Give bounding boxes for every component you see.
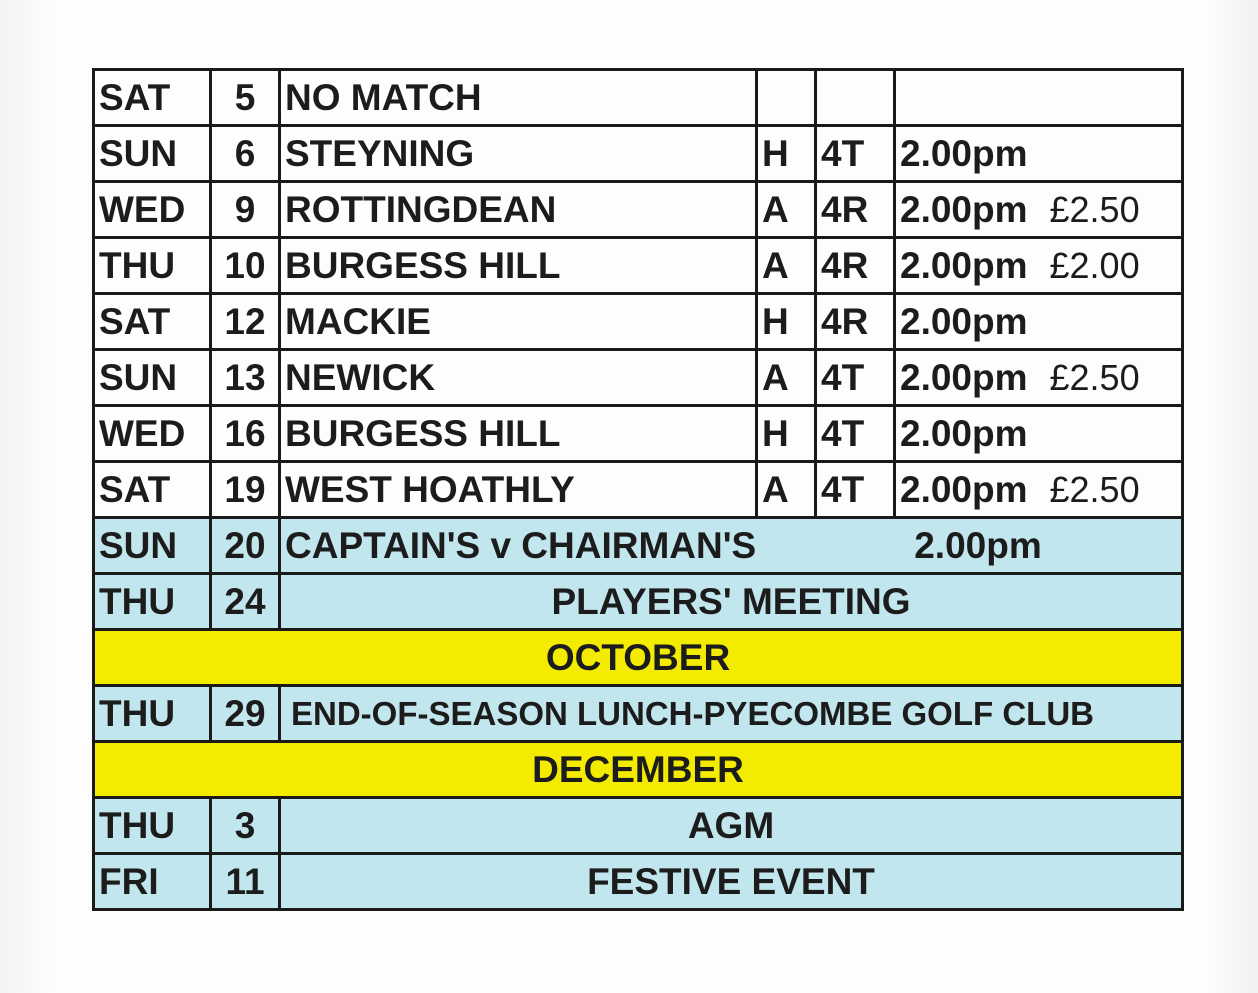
time-text: 2.00pm	[900, 133, 1028, 174]
venue-cell: H	[757, 406, 816, 462]
time-text: 2.00pm	[900, 357, 1028, 398]
time-text: 2.00pm	[900, 301, 1028, 342]
time-text: 2.00pm	[900, 413, 1028, 454]
day-cell: THU	[94, 574, 211, 630]
event-time: 2.00pm	[914, 525, 1042, 566]
day-cell: SAT	[94, 462, 211, 518]
time-cell	[895, 126, 1183, 182]
venue-cell: A	[757, 238, 816, 294]
fixture-row	[94, 406, 1183, 462]
opponent-cell: BURGESS HILL	[280, 238, 757, 294]
date-cell: 29	[211, 686, 280, 742]
fee-text: £2.50	[1049, 469, 1140, 510]
fixture-row	[94, 70, 1183, 126]
team-cell	[816, 70, 895, 126]
event-title: END-OF-SEASON LUNCH-PYECOMBE GOLF CLUB	[280, 686, 1183, 742]
venue-cell	[757, 70, 816, 126]
day-cell: THU	[94, 238, 211, 294]
fee-text: £2.00	[1049, 245, 1140, 286]
month-header-row	[94, 742, 1183, 798]
date-cell: 16	[211, 406, 280, 462]
day-cell: SAT	[94, 294, 211, 350]
fixture-row	[94, 238, 1183, 294]
venue-cell: A	[757, 350, 816, 406]
team-cell: 4R	[816, 182, 895, 238]
venue-cell: H	[757, 126, 816, 182]
venue-cell: H	[757, 294, 816, 350]
team-cell: 4R	[816, 294, 895, 350]
date-cell: 20	[211, 518, 280, 574]
event-title: FESTIVE EVENT	[280, 854, 1183, 910]
time-text: 2.00pm	[900, 245, 1028, 286]
date-cell: 13	[211, 350, 280, 406]
team-cell: 4R	[816, 238, 895, 294]
fixtures-table	[92, 68, 1184, 911]
fee-text: £2.50	[1049, 357, 1140, 398]
event-title: PLAYERS' MEETING	[280, 574, 1183, 630]
time-cell	[895, 406, 1183, 462]
time-text: 2.00pm	[900, 469, 1028, 510]
date-cell: 5	[211, 70, 280, 126]
opponent-cell: NO MATCH	[280, 70, 757, 126]
captains-match-row	[94, 518, 1183, 574]
date-cell: 19	[211, 462, 280, 518]
event-title: CAPTAIN'S v CHAIRMAN'S	[285, 525, 757, 566]
day-cell: THU	[94, 798, 211, 854]
team-cell: 4T	[816, 126, 895, 182]
day-cell: WED	[94, 406, 211, 462]
opponent-cell: ROTTINGDEAN	[280, 182, 757, 238]
opponent-cell: BURGESS HILL	[280, 406, 757, 462]
time-cell	[895, 462, 1183, 518]
venue-cell: A	[757, 462, 816, 518]
fixture-row	[94, 350, 1183, 406]
date-cell: 12	[211, 294, 280, 350]
day-cell: SAT	[94, 70, 211, 126]
day-cell: THU	[94, 686, 211, 742]
team-cell: 4T	[816, 406, 895, 462]
time-cell	[895, 182, 1183, 238]
lunch-row	[94, 686, 1183, 742]
date-cell: 9	[211, 182, 280, 238]
month-label: DECEMBER	[94, 742, 1183, 798]
day-cell: WED	[94, 182, 211, 238]
opponent-cell: WEST HOATHLY	[280, 462, 757, 518]
team-cell: 4T	[816, 350, 895, 406]
date-cell: 6	[211, 126, 280, 182]
date-cell: 10	[211, 238, 280, 294]
day-cell: FRI	[94, 854, 211, 910]
time-cell	[895, 294, 1183, 350]
day-cell: SUN	[94, 126, 211, 182]
venue-cell: A	[757, 182, 816, 238]
day-cell: SUN	[94, 350, 211, 406]
fee-text: £2.50	[1049, 189, 1140, 230]
time-cell	[895, 70, 1183, 126]
date-cell: 11	[211, 854, 280, 910]
opponent-cell: NEWICK	[280, 350, 757, 406]
festive-event-row	[94, 854, 1183, 910]
month-header-row	[94, 630, 1183, 686]
event-title: AGM	[280, 798, 1183, 854]
event-cell	[280, 518, 1183, 574]
month-label: OCTOBER	[94, 630, 1183, 686]
time-text: 2.00pm	[900, 189, 1028, 230]
players-meeting-row	[94, 574, 1183, 630]
team-cell: 4T	[816, 462, 895, 518]
date-cell: 24	[211, 574, 280, 630]
fixture-row	[94, 294, 1183, 350]
time-cell	[895, 350, 1183, 406]
opponent-cell: MACKIE	[280, 294, 757, 350]
date-cell: 3	[211, 798, 280, 854]
day-cell: SUN	[94, 518, 211, 574]
fixture-row	[94, 462, 1183, 518]
fixture-row	[94, 182, 1183, 238]
fixture-row	[94, 126, 1183, 182]
time-cell	[895, 238, 1183, 294]
opponent-cell: STEYNING	[280, 126, 757, 182]
agm-row	[94, 798, 1183, 854]
